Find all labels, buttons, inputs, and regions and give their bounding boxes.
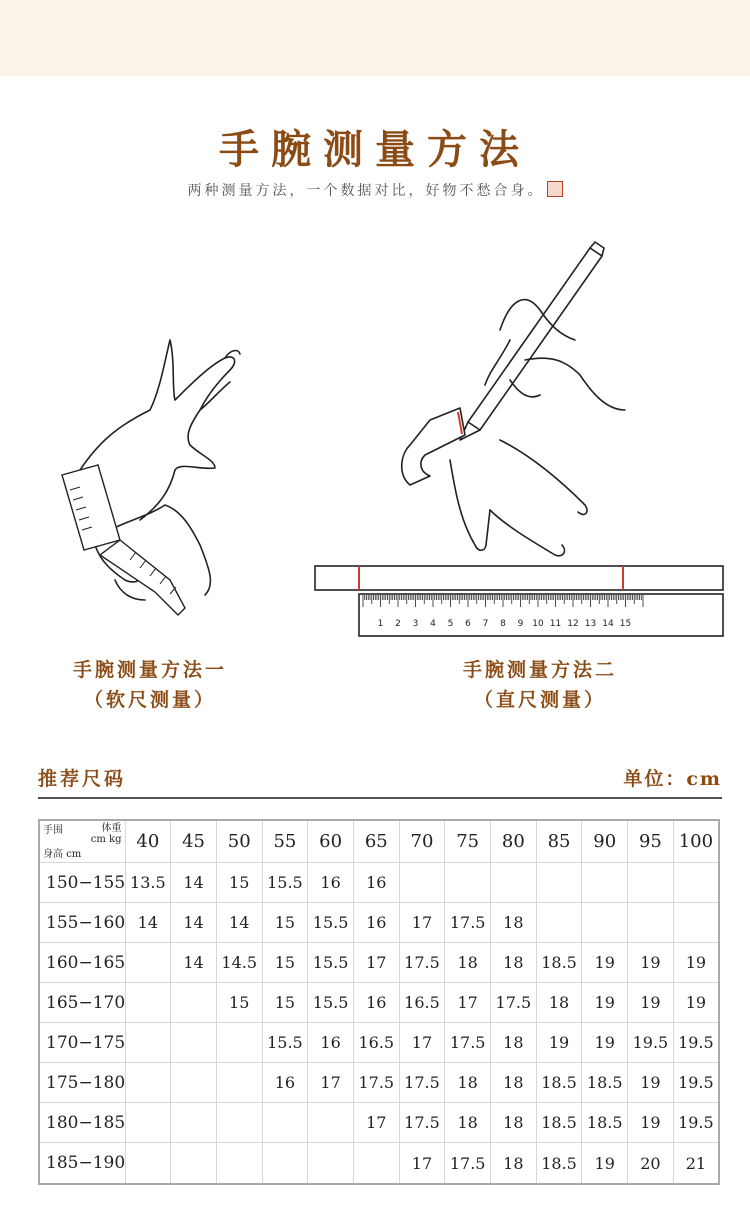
- page-subtitle: [0, 180, 750, 200]
- size-cell: 17.5: [399, 1063, 445, 1103]
- size-cell: 17.5: [445, 1023, 491, 1063]
- ruler-tick-label: 2: [395, 619, 401, 629]
- ruler-tick-label: 5: [447, 619, 454, 629]
- size-cell: 19: [628, 1103, 674, 1143]
- weight-header: 55: [262, 820, 308, 863]
- size-cell: 17.5: [399, 943, 445, 983]
- size-cell: 14: [125, 903, 171, 943]
- size-cell: 17: [353, 1103, 399, 1143]
- size-cell: [582, 903, 628, 943]
- size-cell: [353, 1143, 399, 1184]
- ruler-tick-label: 12: [567, 619, 579, 629]
- size-cell: 17: [399, 903, 445, 943]
- size-cell: 14: [171, 943, 217, 983]
- size-cell: [582, 863, 628, 903]
- height-range: 175−180: [39, 1063, 125, 1103]
- size-cell: 13.5: [125, 863, 171, 903]
- size-cell: [171, 1063, 217, 1103]
- size-cell: 16: [308, 863, 354, 903]
- ruler-tick-label: 3: [412, 619, 419, 629]
- table-row: [39, 903, 719, 943]
- weight-header: 40: [125, 820, 171, 863]
- table-row: [39, 1023, 719, 1063]
- table-row: [39, 943, 719, 983]
- size-cell: 18.5: [536, 1143, 582, 1184]
- size-cell: [125, 1063, 171, 1103]
- size-cell: 15: [262, 903, 308, 943]
- size-cell: 15.5: [308, 943, 354, 983]
- size-cell: [491, 863, 537, 903]
- weight-header: 85: [536, 820, 582, 863]
- weight-header: 50: [216, 820, 262, 863]
- size-cell: 19.5: [628, 1023, 674, 1063]
- method2-subtitle: （直尺测量）: [473, 689, 606, 711]
- method1-subtitle: （软尺测量）: [83, 689, 216, 711]
- size-cell: 15: [216, 863, 262, 903]
- weight-header: 70: [399, 820, 445, 863]
- size-cell: 18: [445, 943, 491, 983]
- size-cell: 16: [353, 863, 399, 903]
- size-cell: [125, 943, 171, 983]
- corner-wrist: 手围: [43, 825, 63, 836]
- ruler-measure-icon: [313, 564, 725, 644]
- size-cell: [262, 1103, 308, 1143]
- size-cell: 18: [491, 1063, 537, 1103]
- page-title: 手腕测量方法: [219, 126, 531, 173]
- table-row: [39, 1143, 719, 1184]
- height-range: 150−155: [39, 863, 125, 903]
- size-cell: [536, 863, 582, 903]
- weight-header: 45: [171, 820, 217, 863]
- size-cell: [125, 983, 171, 1023]
- ruler-tick-label: 13: [584, 619, 597, 629]
- size-cell: [216, 1063, 262, 1103]
- size-cell: 19: [628, 943, 674, 983]
- ruler-tick-label: 1: [377, 619, 384, 629]
- size-cell: [628, 903, 674, 943]
- size-cell: [399, 863, 445, 903]
- weight-header: 75: [445, 820, 491, 863]
- size-cell: 18.5: [536, 1103, 582, 1143]
- ruler-tick-label: 4: [430, 619, 436, 629]
- size-cell: [673, 863, 719, 903]
- size-cell: 19: [628, 1063, 674, 1103]
- size-cell: [628, 863, 674, 903]
- size-cell: 15.5: [262, 863, 308, 903]
- height-range: 165−170: [39, 983, 125, 1023]
- size-cell: 17.5: [399, 1103, 445, 1143]
- size-cell: 14.5: [216, 943, 262, 983]
- size-cell: 16: [353, 903, 399, 943]
- size-cell: 15: [262, 983, 308, 1023]
- size-cell: 19: [582, 943, 628, 983]
- size-cell: 16: [353, 983, 399, 1023]
- size-cell: 20: [628, 1143, 674, 1184]
- size-cell: 18.5: [582, 1063, 628, 1103]
- size-cell: 18: [445, 1063, 491, 1103]
- weight-header: 90: [582, 820, 628, 863]
- size-cell: [216, 1103, 262, 1143]
- table-header-row: [39, 820, 719, 863]
- size-cell: 17: [399, 1143, 445, 1184]
- ruler-tick-label: 10: [532, 619, 544, 629]
- table-row: [39, 863, 719, 903]
- size-cell: [125, 1103, 171, 1143]
- weight-header: 60: [308, 820, 354, 863]
- size-cell: 19: [628, 983, 674, 1023]
- size-cell: 17.5: [491, 983, 537, 1023]
- size-cell: 15: [216, 983, 262, 1023]
- table-row: [39, 983, 719, 1023]
- size-cell: [125, 1023, 171, 1063]
- ruler-tick-label: 7: [482, 619, 489, 629]
- ruler-tick-label: 9: [517, 619, 524, 629]
- size-cell: 16: [262, 1063, 308, 1103]
- size-cell: 17: [445, 983, 491, 1023]
- corner-height: 身高 cm: [43, 849, 82, 861]
- size-cell: 17.5: [445, 1143, 491, 1184]
- size-cell: 17: [399, 1023, 445, 1063]
- size-cell: [171, 983, 217, 1023]
- unit-label: 单位：cm: [623, 768, 722, 790]
- size-cell: 14: [171, 863, 217, 903]
- size-table: [38, 819, 720, 1185]
- size-cell: 16: [308, 1023, 354, 1063]
- size-cell: [125, 1143, 171, 1184]
- size-cell: [171, 1023, 217, 1063]
- size-cell: 19.5: [673, 1023, 719, 1063]
- table-corner: [39, 820, 125, 863]
- size-cell: 18.5: [536, 943, 582, 983]
- subtitle-text: 两种测量方法，一个数据对比，好物不愁合身。: [187, 183, 545, 199]
- weight-header: 100: [673, 820, 719, 863]
- size-cell: 18: [491, 1023, 537, 1063]
- height-range: 170−175: [39, 1023, 125, 1063]
- method1-title: 手腕测量方法一: [72, 659, 227, 681]
- size-cell: 19: [673, 983, 719, 1023]
- size-cell: 14: [216, 903, 262, 943]
- size-cell: [445, 863, 491, 903]
- size-cell: 19: [673, 943, 719, 983]
- size-cell: 19.5: [673, 1103, 719, 1143]
- size-cell: 15.5: [262, 1023, 308, 1063]
- size-cell: 19: [582, 983, 628, 1023]
- size-cell: [216, 1023, 262, 1063]
- section-divider: [38, 797, 722, 799]
- height-range: 155−160: [39, 903, 125, 943]
- size-cell: 18: [445, 1103, 491, 1143]
- hand-soft-tape-measure-icon: [40, 330, 270, 630]
- size-cell: 19: [582, 1023, 628, 1063]
- size-cell: 21: [673, 1143, 719, 1184]
- size-cell: [536, 903, 582, 943]
- size-cell: 18: [491, 943, 537, 983]
- size-cell: 17.5: [353, 1063, 399, 1103]
- size-cell: [308, 1103, 354, 1143]
- section-title: 推荐尺码: [38, 768, 127, 790]
- ruler-tick-label: 14: [602, 619, 614, 629]
- height-range: 160−165: [39, 943, 125, 983]
- size-cell: 18.5: [582, 1103, 628, 1143]
- size-cell: 17.5: [445, 903, 491, 943]
- size-cell: [308, 1143, 354, 1184]
- seal-icon: [547, 181, 563, 197]
- method2-caption: [430, 655, 650, 715]
- ruler-tick-label: 11: [549, 619, 562, 629]
- ruler-tick-label: 15: [619, 619, 632, 629]
- size-cell: 16.5: [399, 983, 445, 1023]
- size-cell: 16.5: [353, 1023, 399, 1063]
- size-cell: 18: [491, 903, 537, 943]
- method1-caption: [40, 655, 260, 715]
- size-cell: [262, 1143, 308, 1184]
- size-cell: 15.5: [308, 983, 354, 1023]
- top-band: [0, 0, 750, 76]
- size-cell: 17: [353, 943, 399, 983]
- size-cell: 18: [491, 1103, 537, 1143]
- size-cell: 19.5: [673, 1063, 719, 1103]
- method2-title: 手腕测量方法二: [462, 659, 617, 681]
- size-cell: 15: [262, 943, 308, 983]
- ruler-tick-label: 8: [500, 619, 506, 629]
- size-cell: 15.5: [308, 903, 354, 943]
- size-cell: 18.5: [536, 1063, 582, 1103]
- size-cell: 19: [582, 1143, 628, 1184]
- weight-header: 95: [628, 820, 674, 863]
- size-cell: [216, 1143, 262, 1184]
- size-cell: [673, 903, 719, 943]
- height-range: 180−185: [39, 1103, 125, 1143]
- table-row: [39, 1103, 719, 1143]
- ruler-tick-label: 6: [465, 619, 471, 629]
- size-cell: 18: [536, 983, 582, 1023]
- table-row: [39, 1063, 719, 1103]
- weight-header: 65: [353, 820, 399, 863]
- corner-weight: 体重 cm kg: [90, 823, 122, 845]
- size-cell: 17: [308, 1063, 354, 1103]
- size-cell: 14: [171, 903, 217, 943]
- size-cell: 18: [491, 1143, 537, 1184]
- weight-header: 80: [491, 820, 537, 863]
- height-range: 185−190: [39, 1143, 125, 1184]
- size-cell: 19: [536, 1023, 582, 1063]
- size-cell: [171, 1143, 217, 1184]
- size-cell: [171, 1103, 217, 1143]
- hand-paper-strip-ruler-icon: [390, 240, 640, 570]
